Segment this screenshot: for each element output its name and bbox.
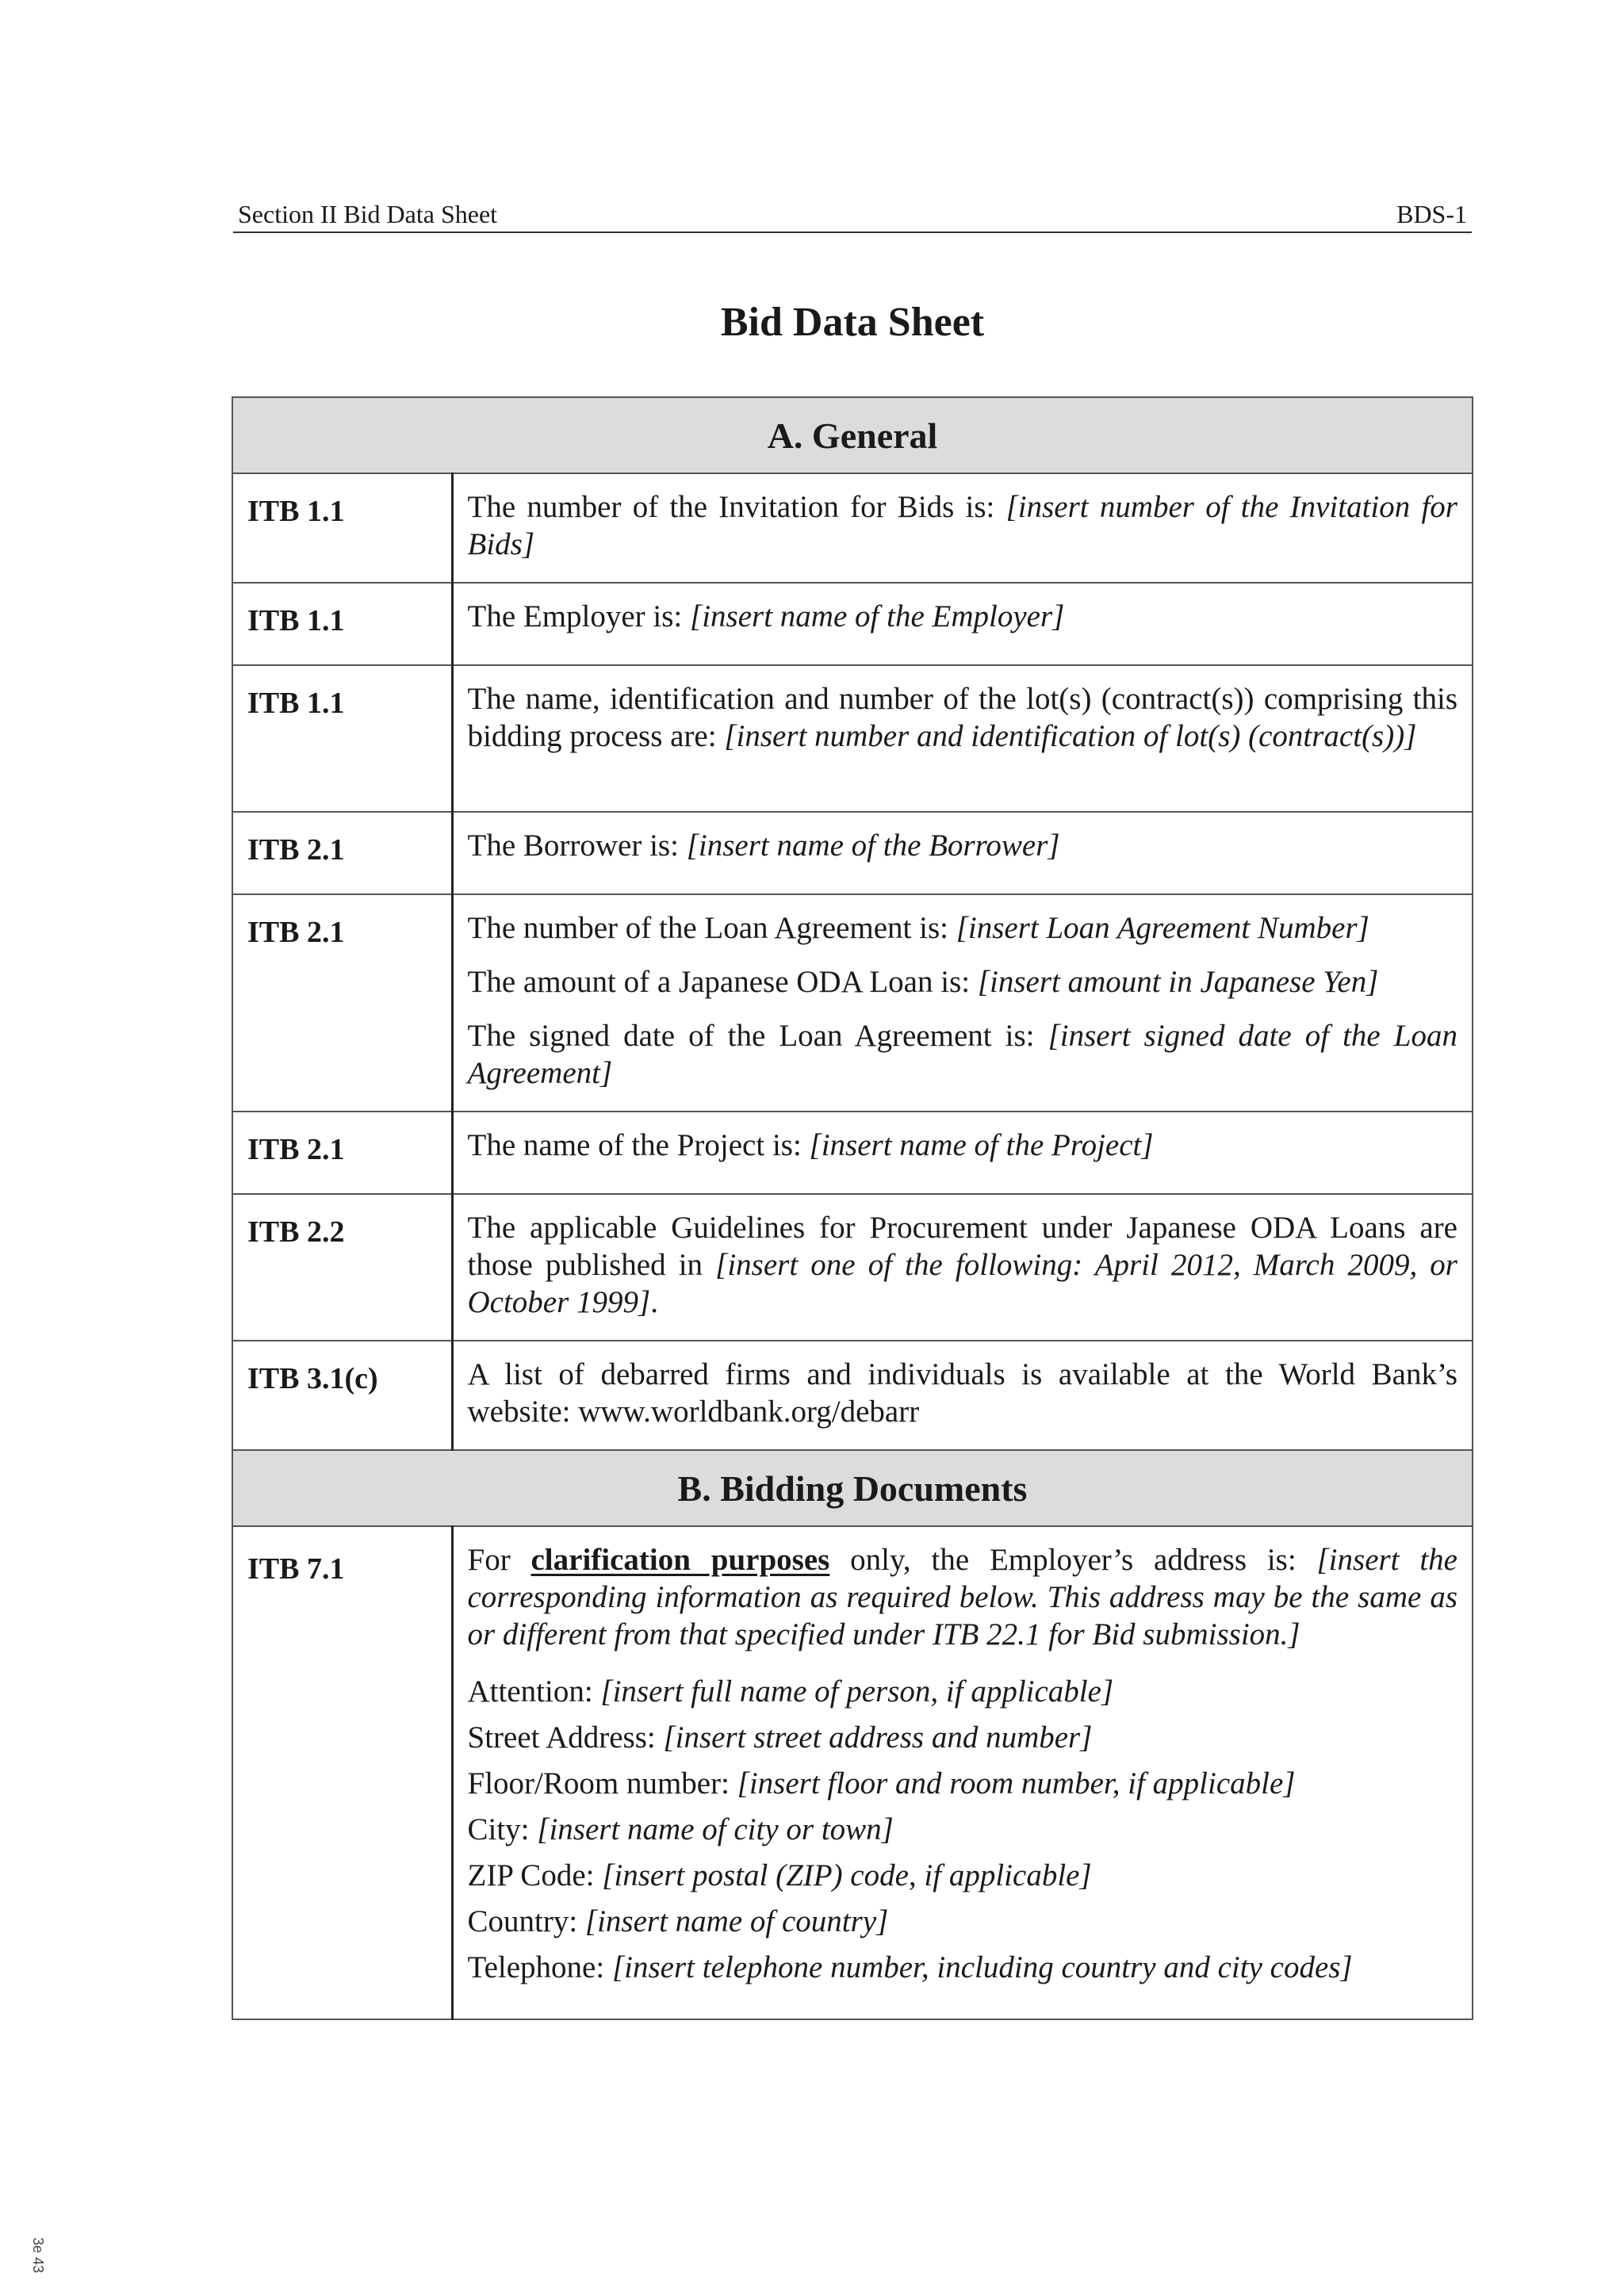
address-telephone (468, 1945, 1458, 1991)
address-attention (468, 1669, 1458, 1715)
row-text: The Employer is: (467, 599, 691, 633)
row-insert: [insert name of the Borrower] (686, 828, 1060, 863)
row-text: The name of the Project is: (467, 1128, 810, 1162)
itb-reference: ITB 7.1 (232, 1526, 452, 2019)
address-floor-room (468, 1761, 1458, 1807)
row-insert: [insert signed date of the Loan Agreement] (467, 1019, 1457, 1090)
table-row (232, 583, 1473, 665)
row-text: The Borrower is: (467, 828, 687, 863)
table-row (232, 812, 1473, 894)
table-row (232, 665, 1473, 812)
address-zip (468, 1853, 1458, 1899)
loan-date-line (468, 1017, 1458, 1092)
address-label: Telephone: (467, 1950, 612, 1984)
margin-note: 3e 43 (30, 2237, 46, 2274)
table-row (232, 894, 1473, 1112)
address-label: Country: (467, 1904, 585, 1938)
address-label: Attention: (467, 1674, 601, 1709)
address-label: Floor/Room number: (467, 1766, 737, 1800)
row-insert: [insert one of the following: April 2012, March 2009, or October 1999] (467, 1248, 1457, 1319)
row-description (452, 894, 1473, 1112)
row-insert: [insert number and identification of lot(s) (contract(s))] (724, 719, 1417, 753)
section-a-heading: A. General (232, 397, 1473, 473)
row-text: The name, identification and number of the lot(s) (contract(s)) comprising this bidding process are: (467, 682, 1457, 753)
row-insert: [insert number of the Invitation for Bids] (467, 490, 1457, 561)
bid-data-table (232, 396, 1473, 2020)
intro-text: For (467, 1543, 531, 1577)
row-insert: [insert name of the Employer] (690, 599, 1065, 633)
itb-reference: ITB 2.1 (232, 812, 452, 894)
address-country (468, 1899, 1458, 1945)
row-description (452, 1194, 1473, 1341)
table-row (232, 1194, 1473, 1341)
itb-reference: ITB 3.1(c) (232, 1341, 452, 1450)
address-insert: [insert name of city or town] (537, 1812, 894, 1846)
header-page-number: BDS-1 (1396, 200, 1467, 228)
intro-text: only, the Employer’s address is: (829, 1543, 1317, 1577)
itb-reference: ITB 2.1 (232, 894, 452, 1112)
itb-reference: ITB 2.2 (232, 1194, 452, 1341)
row-text: The amount of a Japanese ODA Loan is: (467, 965, 978, 999)
row-description (452, 473, 1473, 583)
row-description (452, 812, 1473, 894)
page-title: Bid Data Sheet (720, 300, 985, 345)
row-text: The number of the Invitation for Bids is: (467, 490, 1006, 524)
row-description: A list of debarred firms and individuals is available at the World Bank’s website: www.worldbank.org/debarr (452, 1341, 1473, 1450)
address-insert: [insert postal (ZIP) code, if applicable] (602, 1858, 1092, 1892)
row-text: The signed date of the Loan Agreement is: (467, 1019, 1048, 1053)
row-description (452, 1526, 1473, 2019)
loan-number-line (468, 909, 1458, 947)
row-insert: [insert name of the Project] (809, 1128, 1154, 1162)
running-header (233, 197, 1472, 233)
loan-amount-line (468, 963, 1458, 1001)
address-label: City: (467, 1812, 538, 1846)
itb-reference: ITB 2.1 (232, 1112, 452, 1194)
itb-reference: ITB 1.1 (232, 665, 452, 812)
clarification-intro (468, 1541, 1458, 1653)
address-insert: [insert name of country] (584, 1904, 889, 1938)
address-insert: [insert telephone number, including country and city codes] (611, 1950, 1353, 1984)
clarification-purposes-emphasis: clarification purposes (530, 1543, 830, 1577)
address-insert: [insert floor and room number, if applicable] (737, 1766, 1296, 1800)
row-description (452, 665, 1473, 812)
header-section-label: Section II Bid Data Sheet (238, 200, 498, 228)
row-description (452, 583, 1473, 665)
section-b-header-row (232, 1450, 1473, 1526)
row-insert: [insert amount in Japanese Yen] (977, 965, 1379, 999)
address-label: Street Address: (467, 1720, 664, 1755)
address-insert: [insert street address and number] (663, 1720, 1093, 1755)
address-insert: [insert full name of person, if applicable] (600, 1674, 1114, 1709)
table-row (232, 1341, 1473, 1450)
address-street (468, 1715, 1458, 1761)
row-insert: [insert Loan Agreement Number] (956, 911, 1369, 945)
address-label: ZIP Code: (467, 1858, 603, 1892)
itb-reference: ITB 1.1 (232, 583, 452, 665)
intro-insert: [insert the corresponding information as required below. This address may be the same as or different from that specified under ITB 22.1 for Bid submission.] (467, 1543, 1457, 1651)
row-after: . (650, 1285, 658, 1319)
section-b-heading: B. Bidding Documents (232, 1450, 1473, 1526)
table-row (232, 1112, 1473, 1194)
row-text: The applicable Guidelines for Procurement under Japanese ODA Loans are those published in (467, 1211, 1457, 1282)
section-a-header-row (232, 397, 1473, 473)
row-text: The number of the Loan Agreement is: (467, 911, 956, 945)
itb-reference: ITB 1.1 (232, 473, 452, 583)
address-city (468, 1807, 1458, 1853)
table-row (232, 473, 1473, 583)
table-row (232, 1526, 1473, 2019)
row-description (452, 1112, 1473, 1194)
employer-address-block (468, 1669, 1458, 1991)
